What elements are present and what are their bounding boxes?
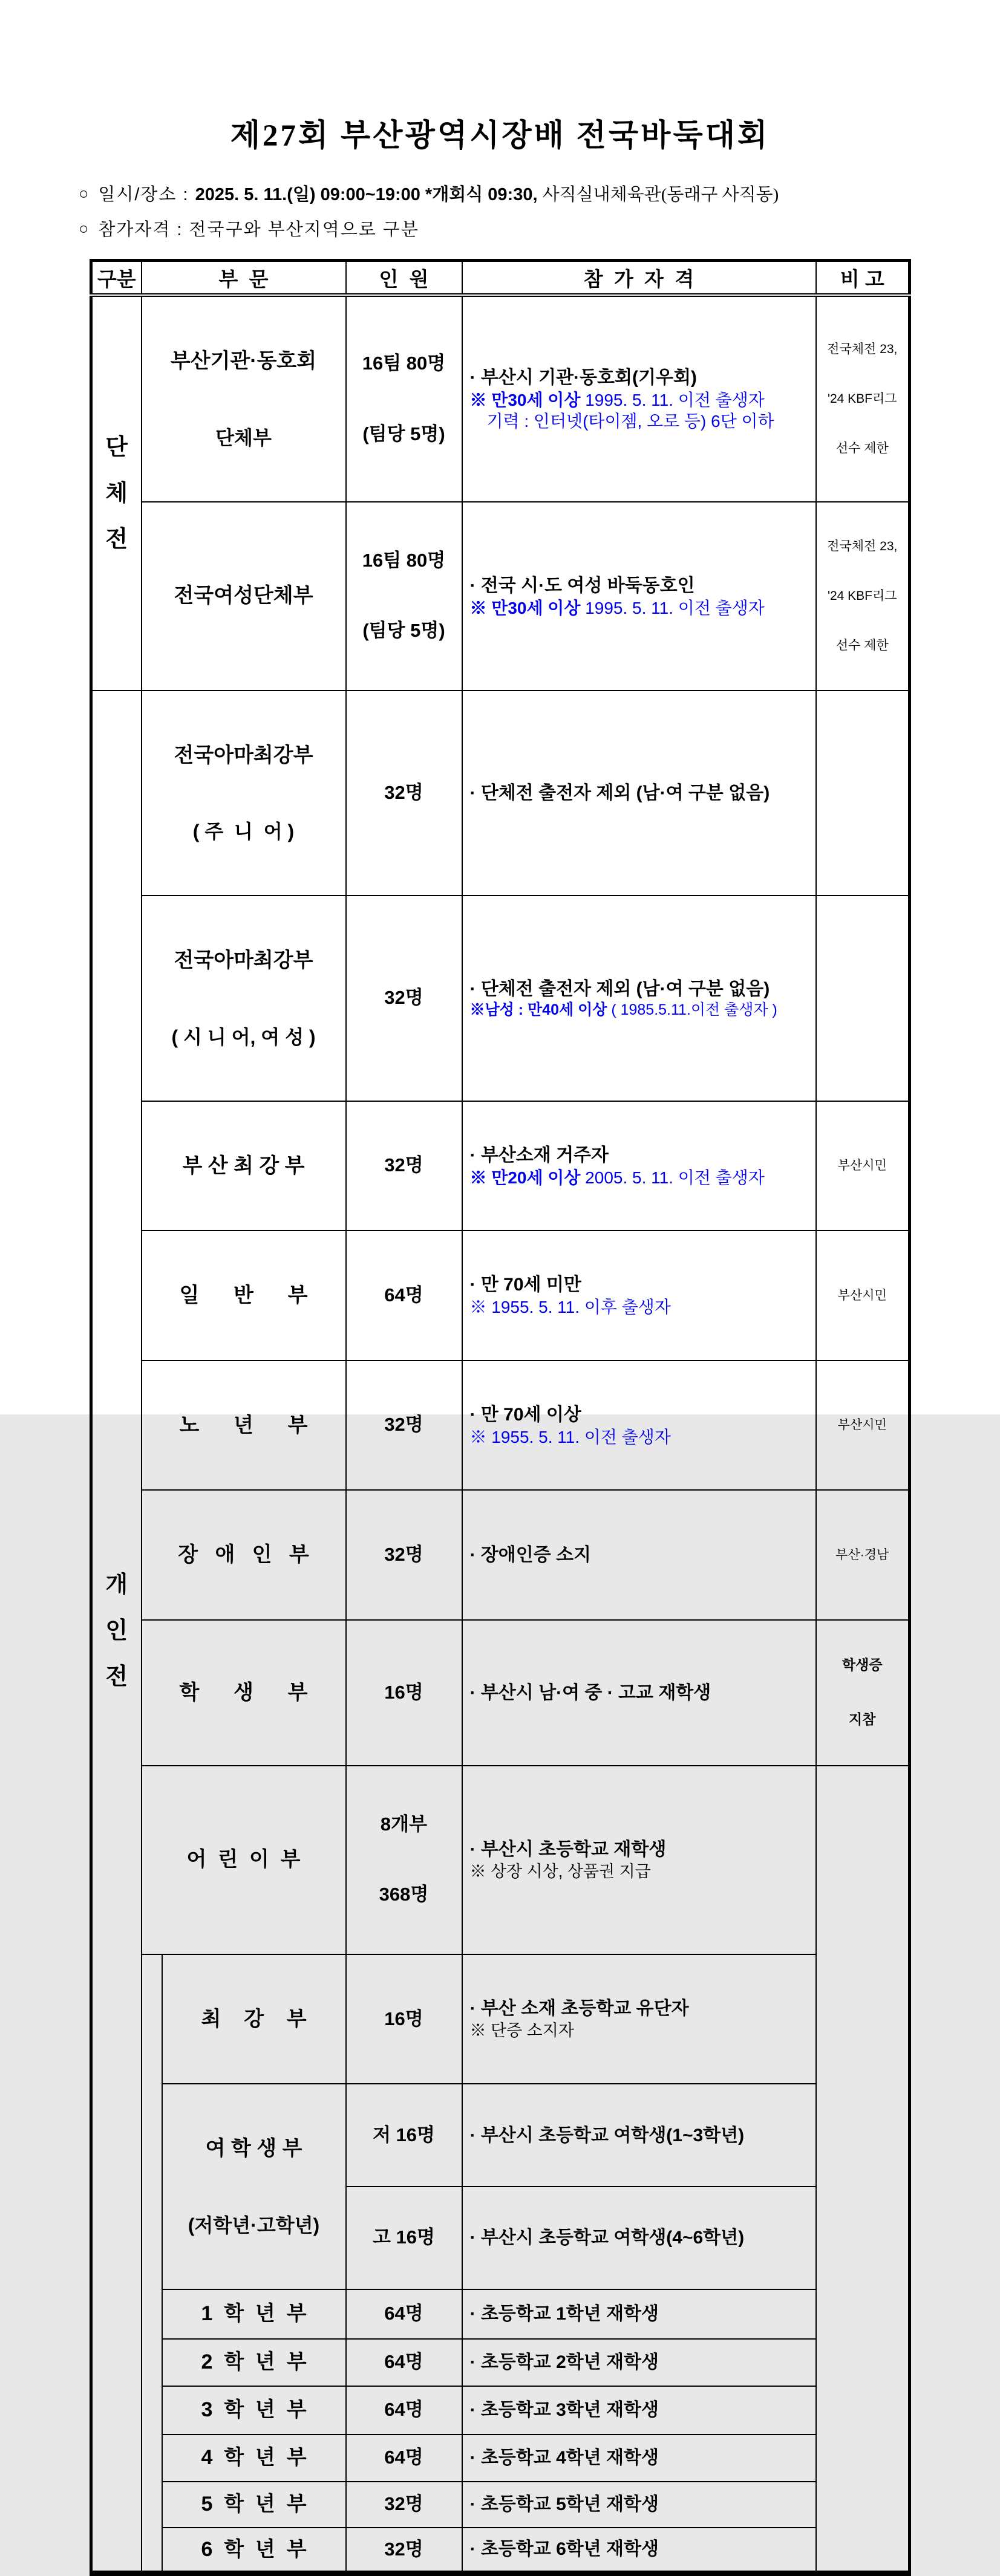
cell-qual [462,2187,816,2289]
cell-bumun [162,2084,346,2289]
bumun-line: ( 주 니 어 ) [192,821,295,842]
table-row [91,896,910,1101]
qual-note [470,389,811,411]
circle-bullet-icon: ○ [79,220,89,238]
cell-qual [462,2528,816,2574]
cell-bigo [816,1101,910,1231]
bumun-line: 최 강 부 [201,2007,307,2031]
cell-qual [462,2339,816,2386]
bumun-line: 어 린 이 부 [186,1848,301,1872]
bumun-line: (저학년·고학년) [188,2214,320,2236]
circle-bullet-icon: ○ [79,184,89,203]
cell-inwon [346,2289,462,2339]
qual-note-black: ※ 단증 소지자 [469,2021,574,2040]
cell-bigo [816,295,910,502]
bumun-line: 전국아마최강부 [174,949,313,972]
cell-qual [462,502,816,691]
bigo-value: 부산시민 [837,1418,887,1433]
group-cell-gaein [91,691,142,2574]
header-bumun: 부 문 [142,261,346,296]
qual-main: · 단체전 출전자 제외 (남·여 구분 없음) [469,978,770,999]
table-row [91,1490,910,1620]
inwon-value: 32명 [384,987,423,1009]
qual-main: · 부산시 기관·동호회(기우회) [469,368,697,388]
qual-main: · 부산시 초등학교 재학생 [469,1839,667,1859]
cell-inwon [346,1231,462,1361]
cell-inwon [346,502,462,691]
qual-note: ※ 1955. 5. 11. 이후 출생자 [469,1298,671,1317]
bigo-line: 전국체전 23, [827,342,898,357]
bigo-value: 부산시민 [837,1159,887,1173]
bumun-line: 1 학 년 부 [201,2302,307,2326]
table-row [91,1620,910,1766]
table-header-row [91,261,910,296]
bigo-line: '24 KBF리그 [827,588,897,603]
group-cell-danche [91,295,142,691]
qual-main: · 부산시 초등학교 여학생(1~3학년) [469,2125,745,2145]
qual-main: · 초등학교 3학년 재학생 [469,2400,659,2421]
cell-bigo [816,1231,910,1361]
cell-bumun [142,1490,346,1620]
qual-note [470,1167,811,1188]
inwon-value: 32명 [384,781,423,803]
qual-main: · 만 70세 이상 [469,1404,581,1425]
bumun-line: 노 년 부 [179,1413,308,1437]
table-row [91,2482,910,2528]
cell-bigo [816,1361,910,1491]
cell-qual [462,1954,816,2084]
inwon-value: 32명 [384,1154,423,1176]
inwon-value: 64명 [384,2399,423,2421]
inwon-value: 16명 [384,2008,423,2029]
cell-inwon [346,2482,462,2528]
qual-main: · 초등학교 5학년 재학생 [469,2494,659,2515]
group-char: 인 [105,1618,128,1644]
bigo-line: 지참 [849,1711,876,1727]
cell-bumun [142,896,346,1101]
group-char: 개 [105,1572,128,1598]
cell-qual [462,2084,816,2187]
qual-note [470,1001,811,1020]
header-gubun: 구분 [91,261,142,296]
cell-bumun [142,1766,346,1954]
cell-qual [462,896,816,1101]
table-row [91,2084,910,2187]
qual-main: · 초등학교 1학년 재학생 [469,2304,659,2324]
cell-qual [462,2435,816,2482]
bumun-line: 일 반 부 [179,1284,308,1307]
cell-bumun [162,1954,346,2084]
group-char: 전 [105,1664,128,1690]
inwon-value: 32명 [384,1543,423,1565]
info-line-datetime [79,181,779,206]
inwon-value: 32명 [384,2538,423,2560]
qual-note-black: ※ 상장 시상, 상품권 지급 [469,1862,651,1881]
inwon-value: 32명 [384,2493,423,2515]
table-row [91,1766,910,1954]
cell-inwon [346,1620,462,1766]
group-char: 전 [105,526,128,552]
qual-note-rest: 2005. 5. 11. 이전 출생자 [580,1168,765,1187]
cell-bumun [162,2528,346,2574]
qual-note-rest: ( 1985.5.11.이전 출생자 ) [607,1001,777,1018]
cell-inwon [346,2435,462,2482]
cell-inwon [346,2084,462,2187]
cell-inwon [346,2187,462,2289]
cell-inwon [346,896,462,1101]
cell-bumun [162,2386,346,2435]
qual-main: · 초등학교 2학년 재학생 [469,2352,659,2373]
qual-main: · 부산시 남·여 중 · 고교 재학생 [469,1682,711,1703]
cell-qual [462,1766,816,1954]
table-row [91,1231,910,1361]
bigo-line: 학생증 [842,1657,883,1673]
cell-qual [462,295,816,502]
table-row [91,295,910,502]
info-label-eligibility: 참가자격 : [98,220,189,239]
cell-qual [462,1101,816,1231]
page-title: 제27회 부산광역시장배 전국바둑대회 [230,119,770,153]
cell-bumun [142,295,346,502]
bumun-line: 학 생 부 [179,1680,308,1704]
bigo-line: 선수 제한 [835,441,889,455]
inwon-line: (팀당 5명) [362,620,445,642]
bumun-line: 전국아마최강부 [174,743,313,767]
inwon-line: 16팀 80명 [362,353,446,374]
qual-main: · 초등학교 6학년 재학생 [469,2539,659,2560]
qual-note-bold: ※ 만30세 이상 [469,598,581,617]
tournament-table [90,259,911,2576]
table-row [91,2528,910,2574]
cell-bumun [162,2482,346,2528]
cell-qual [462,1361,816,1491]
cell-bumun [142,1361,346,1491]
qual-note-rest: 1995. 5. 11. 이전 출생자 [580,598,765,617]
info-venue-value: 사직실내체육관(동래구 사직동) [542,185,779,204]
bumun-line: 전국여성단체부 [174,584,313,608]
qual-main: · 단체전 출전자 제외 (남·여 구분 없음) [469,782,770,803]
table-row [91,691,910,896]
bigo-value: 부산시민 [837,1288,887,1303]
bigo-line: 전국체전 23, [827,539,898,553]
qual-main: · 장애인증 소지 [469,1544,592,1565]
bumun-line: 6 학 년 부 [201,2537,307,2561]
inwon-value: 64명 [384,2303,423,2324]
info-label-datetime: 일시/장소 : [98,185,195,204]
qual-main: · 부산 소재 초등학교 유단자 [469,1998,689,2018]
cell-bumun [162,2339,346,2386]
inwon-value: 32명 [384,1414,423,1436]
cell-inwon [346,1766,462,1954]
cell-bumun [142,1231,346,1361]
indent-strip-cell [142,1954,162,2574]
cell-inwon [346,1954,462,2084]
cell-qual [462,1620,816,1766]
inwon-value: 저 16명 [373,2124,435,2145]
qual-main: · 부산소재 거주자 [469,1145,609,1165]
inwon-line: 368명 [379,1884,429,1905]
bigo-line: 선수 제한 [835,638,889,652]
qual-note-bold: ※ 만30세 이상 [469,391,581,410]
cell-bigo-empty [816,691,910,896]
inwon-line: 8개부 [380,1813,428,1835]
table-row [91,1101,910,1231]
cell-qual [462,2289,816,2339]
header-bigo: 비 고 [816,261,910,296]
bumun-line: 여 학 생 부 [205,2137,302,2161]
inwon-line: 16팀 80명 [362,550,446,571]
cell-bigo-empty [816,896,910,1101]
qual-note: 기력 : 인터넷(타이젬, 오로 등) 6단 이하 [486,412,774,431]
qual-main: · 초등학교 4학년 재학생 [469,2448,659,2468]
cell-qual [462,2386,816,2435]
info-eligibility-value: 전국구와 부산지역으로 구분 [189,220,419,239]
cell-inwon [346,2386,462,2435]
table-row [91,1361,910,1491]
cell-bumun [162,2435,346,2482]
table-row [91,2289,910,2339]
table-row [91,502,910,691]
cell-bigo [816,1620,910,1766]
cell-bumun [142,691,346,896]
cell-inwon [346,2528,462,2574]
cell-bigo [816,502,910,691]
cell-inwon [346,1101,462,1231]
bumun-line: 부 산 최 강 부 [182,1154,305,1177]
header-chamga: 참 가 자 격 [462,261,816,296]
cell-qual [462,2482,816,2528]
qual-note [470,597,811,619]
inwon-value: 고 16명 [373,2226,435,2248]
bigo-value: 부산·경남 [835,1547,889,1562]
info-datetime-value: 2025. 5. 11.(일) 09:00~19:00 *개회식 09:30, [195,185,543,204]
cell-bumun [142,1620,346,1766]
qual-note-bold: ※남성 : 만40세 이상 [469,1001,607,1018]
qual-note: ※ 1955. 5. 11. 이전 출생자 [469,1427,671,1446]
bumun-line: 단체부 [215,426,272,449]
qual-note-rest: 1995. 5. 11. 이전 출생자 [580,391,765,410]
cell-bigo [816,1490,910,1620]
qual-main: · 전국 시·도 여성 바둑동호인 [469,575,695,596]
cell-inwon [346,295,462,502]
cell-qual [462,691,816,896]
inwon-value: 64명 [384,2351,423,2373]
inwon-line: (팀당 5명) [362,423,445,444]
qual-main: · 만 70세 미만 [469,1275,581,1295]
cell-inwon [346,691,462,896]
cell-inwon [346,1361,462,1491]
cell-bigo-merged-empty [816,1766,910,2574]
header-inwon: 인 원 [346,261,462,296]
group-char: 단 [105,434,128,460]
bumun-line: 부산기관·동호회 [170,350,317,372]
inwon-value: 64명 [384,1284,423,1306]
cell-inwon [346,1490,462,1620]
table-row [91,2435,910,2482]
qual-main: · 부산시 초등학교 여학생(4~6학년) [469,2228,745,2248]
bumun-line: 장 애 인 부 [178,1543,309,1566]
bumun-line: 5 학 년 부 [201,2493,307,2516]
inwon-value: 16명 [384,1681,423,1703]
bumun-line: 2 학 년 부 [201,2350,307,2374]
table-row [91,2386,910,2435]
cell-bumun [142,1101,346,1231]
cell-inwon [346,2339,462,2386]
cell-qual [462,1231,816,1361]
cell-bumun [162,2289,346,2339]
info-line-eligibility [79,216,419,241]
qual-note-bold: ※ 만20세 이상 [469,1168,581,1187]
bumun-line: ( 시 니 어, 여 성 ) [171,1026,316,1048]
inwon-value: 64명 [384,2447,423,2468]
bumun-line: 4 학 년 부 [201,2446,307,2470]
table-row [91,2339,910,2386]
cell-bumun [142,502,346,691]
cell-qual [462,1490,816,1620]
bumun-line: 3 학 년 부 [201,2398,307,2422]
bigo-line: '24 KBF리그 [827,392,897,406]
group-char: 체 [105,480,128,506]
table-row [91,1954,910,2084]
